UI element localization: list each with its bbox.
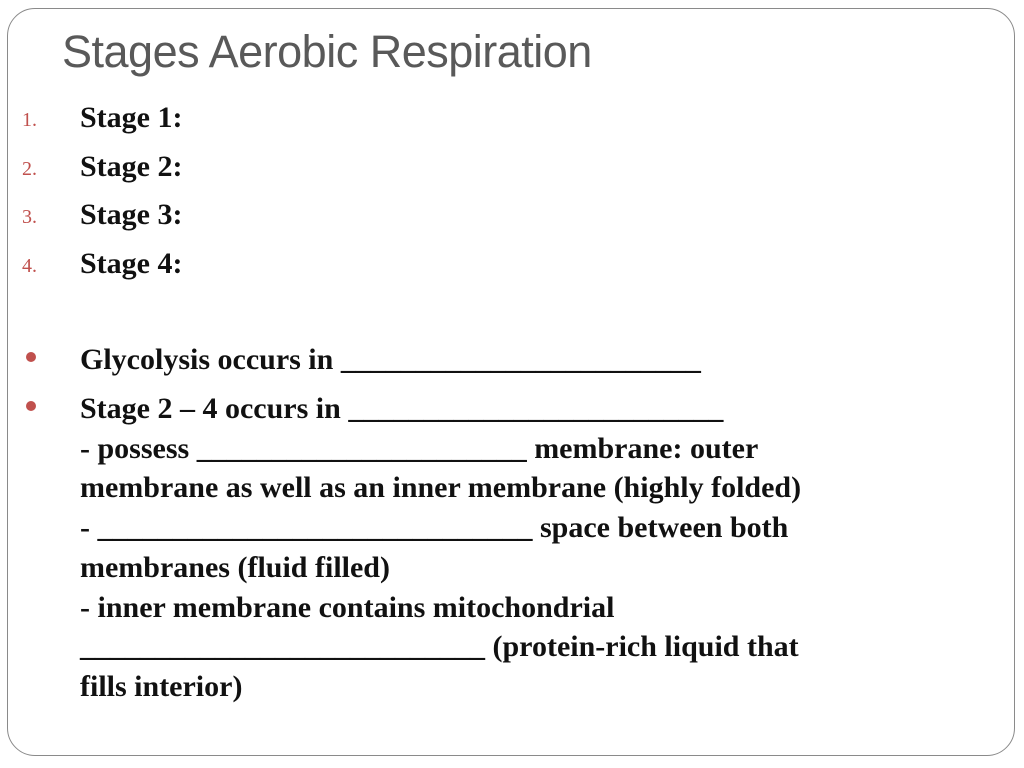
bullet-dot-icon — [26, 352, 36, 362]
bullet-dot-icon — [26, 401, 36, 411]
bullet-line: - _____________________________ space between both — [80, 511, 789, 545]
slide-title: Stages Aerobic Respiration — [62, 26, 592, 77]
bullet-line: ___________________________ (protein-rich liquid that — [80, 630, 799, 664]
bullet-list — [0, 340, 1000, 707]
stage-label: Stage 1: — [80, 101, 183, 134]
bullet-item-stages — [0, 389, 1000, 707]
bullet-line: membranes (fluid filled) — [80, 550, 390, 584]
bullet-line: membrane as well as an inner membrane (highly folded) — [80, 471, 802, 505]
bullet-line: fills interior) — [80, 669, 243, 703]
stage-label: Stage 4: — [80, 246, 183, 280]
stage-number: 2. — [22, 157, 37, 180]
bullet-item-glycolysis — [0, 340, 1000, 389]
bullet-line: Stage 2 – 4 occurs in _________________________ — [80, 392, 724, 425]
bullet-line: - possess ______________________ membrane: outer — [80, 431, 759, 465]
stage-number: 1. — [22, 109, 37, 131]
bullet-line: Glycolysis occurs in ________________________ — [80, 343, 701, 376]
stage-label: Stage 3: — [80, 198, 183, 231]
stage-number: 4. — [22, 254, 37, 277]
bullet-line: - inner membrane contains mitochondrial — [80, 590, 615, 624]
stage-label: Stage 2: — [80, 149, 183, 183]
stage-number: 3. — [22, 206, 37, 228]
